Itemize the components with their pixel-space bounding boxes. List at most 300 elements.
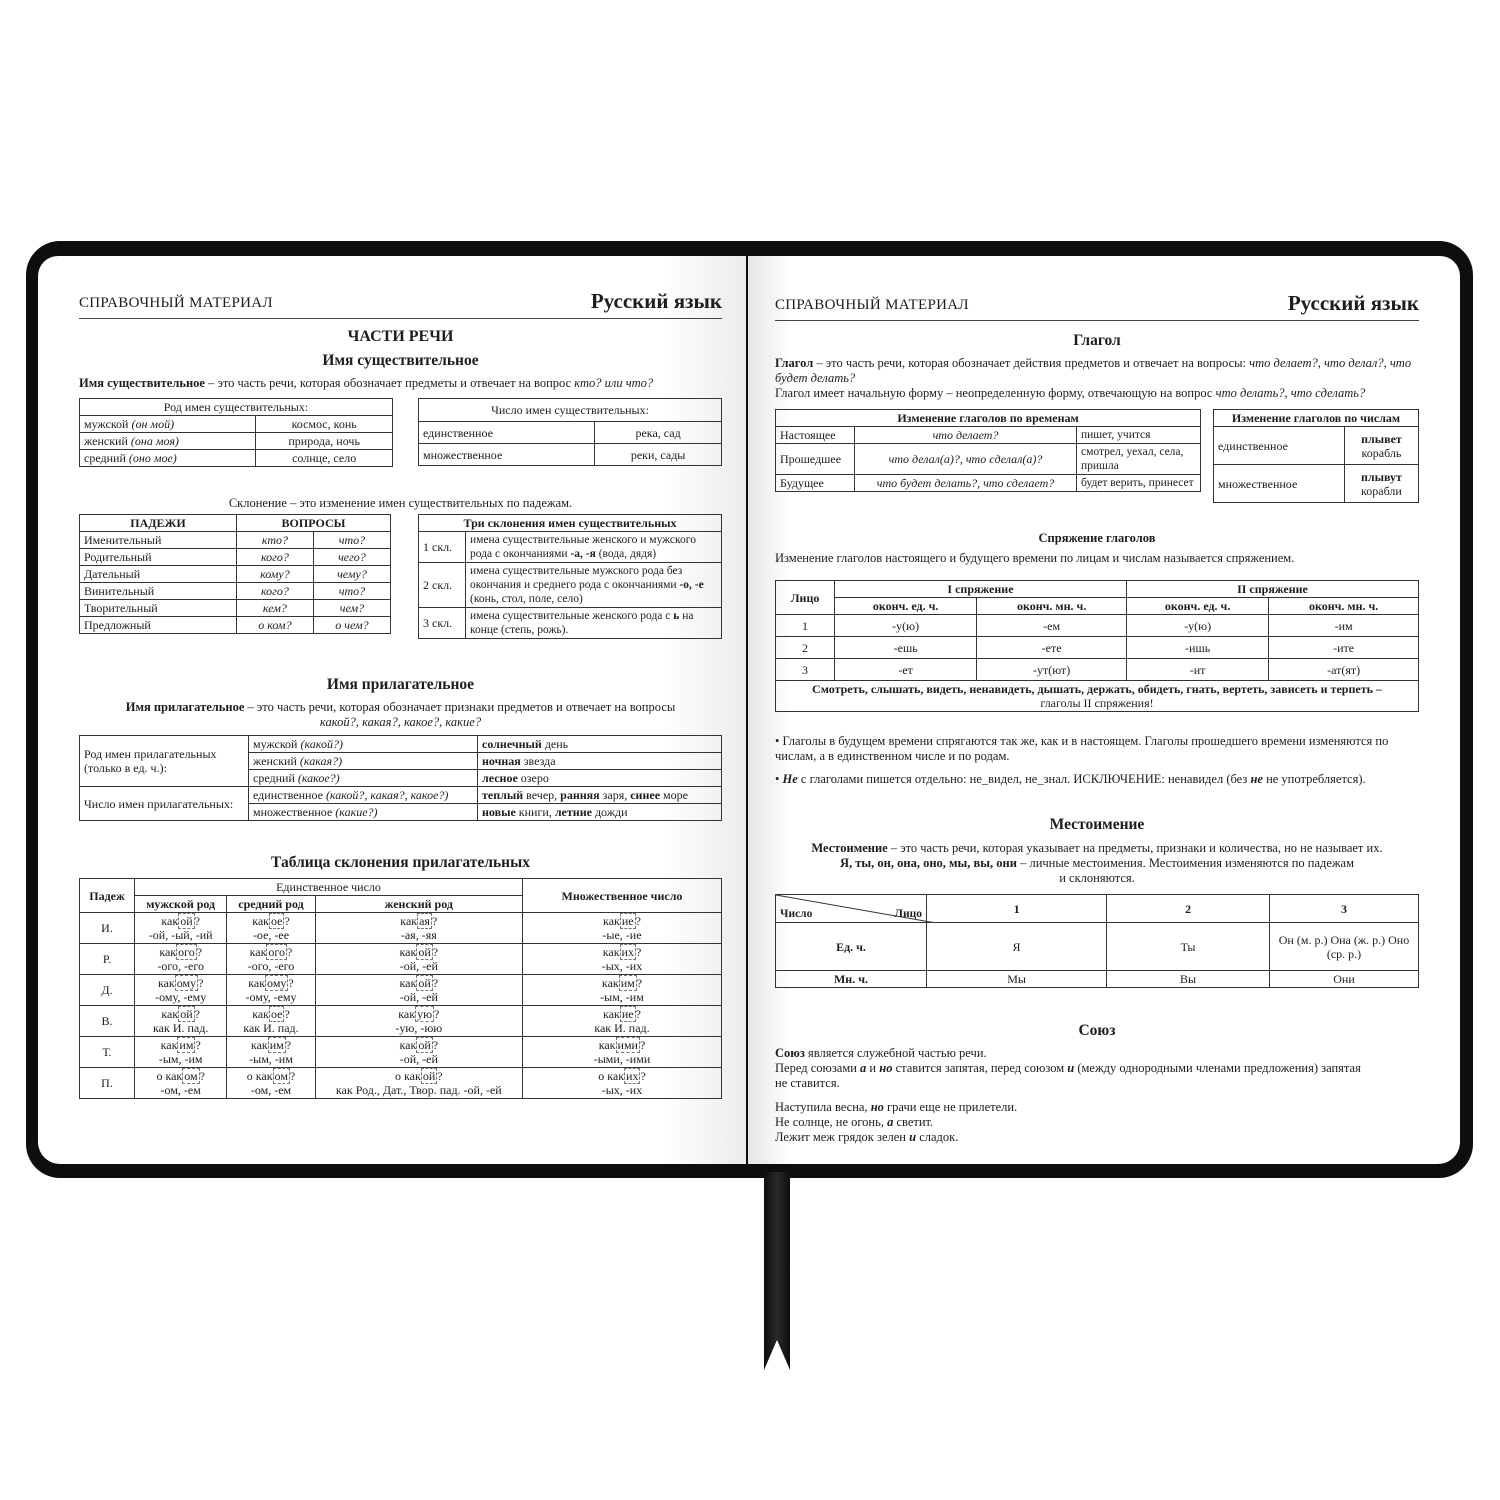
declension-desc (466, 608, 722, 639)
pron-cell: Он (м. р.) Она (ж. р.) Оно (ср. р.) (1270, 923, 1419, 971)
verb-note-1: • Глаголы в будущем времени спрягаются так же, как и в настоящем. Глаголы прошедшего времени изменяются по числам, а в единственном числе и по родам. (775, 734, 1389, 763)
table-row (80, 416, 393, 433)
text: ом (184, 1069, 198, 1083)
adjective-title: Имя прилагательное (326, 676, 475, 693)
table-row (80, 566, 391, 583)
text: имена существительные женского и мужского рода с окончаниями (470, 534, 696, 560)
text: заря, (599, 788, 631, 802)
text: как (603, 914, 620, 928)
tense-name: Прошедшее (776, 444, 855, 475)
text: ? (196, 945, 203, 959)
table-row (776, 659, 1419, 681)
tense-question: что будет делать?, что сделает? (855, 475, 1077, 492)
text: как (602, 945, 620, 959)
text: как (398, 1007, 416, 1021)
header-subject: Русский язык (590, 289, 722, 313)
tense-example: будет верить, принесет (1077, 475, 1201, 492)
adj-number-label: Число имен прилагательных: (80, 787, 249, 821)
adj-form (249, 736, 478, 753)
text: средний (253, 771, 298, 785)
text: (какие?) (335, 805, 378, 819)
declension-cell (523, 975, 722, 1006)
declension-cell (135, 913, 227, 944)
conj-cell: -ет (835, 659, 977, 681)
text: имена существительные мужского рода без окончания и среднего рода с окончаниями (470, 565, 683, 591)
conj-cell: 1 (776, 615, 835, 637)
text: ? (194, 1007, 200, 1021)
text: плывут (1360, 469, 1402, 484)
conj-example-row (776, 681, 1419, 712)
case-question-animate: кого? (236, 583, 313, 600)
text: ую (417, 1007, 433, 1021)
declension-cell (523, 944, 722, 975)
text: ? (639, 1038, 646, 1052)
ending: -ая, -яя (400, 928, 437, 942)
text: ? (198, 976, 204, 990)
text: единственное (253, 788, 326, 802)
ending: как И. пад. (153, 1021, 209, 1035)
verb-definition: Глагол – это часть речи, которая обозначает действия предметов и отвечает на вопросы: что делает?, что делал?, что будет делать? Глагол имеет начальную форму – неопределенную форму, отвечающую на вопрос что делать?, что сделать? (775, 356, 1412, 400)
case-question-animate: кто? (236, 532, 313, 549)
text: солнечный (482, 737, 542, 751)
text: корабли (1361, 483, 1402, 498)
conj-cell: -ешь (835, 637, 977, 659)
case-label: В. (80, 1006, 135, 1037)
table-row (80, 532, 391, 549)
text: -а, -я (570, 548, 596, 560)
adj-form (249, 804, 478, 821)
conj-cell: -им (1269, 615, 1419, 637)
question (320, 914, 518, 928)
ending: -ой, -ей (399, 959, 438, 973)
table-row (776, 971, 1419, 988)
table-row (80, 975, 722, 1006)
adj-form (249, 770, 478, 787)
ending: -ых, -их (601, 959, 643, 973)
ending: -ой, -ей (399, 990, 438, 1004)
ending: -ым, -им (600, 990, 644, 1004)
three-declensions-table: Три склонения имен существительных 1 скл. имена существительные женского и мужского рода с окончаниями -а, -я (вода, дядя) 2 скл. имена существительные мужского рода без окончания и среднего рода с окончаниями -о, -е (конь, стол, поле, село) 3 скл. имена существительные женского рода с ь на конце (степь, рожь). (418, 514, 722, 639)
gender-cell (80, 416, 256, 433)
text: как (598, 1038, 616, 1052)
case-label: Р. (80, 944, 135, 975)
conj-cell: -ут(ют) (977, 659, 1127, 681)
text: на конце (степь, рожь). (470, 610, 694, 636)
table-row (776, 475, 1201, 492)
case-question-animate: кем? (236, 600, 313, 617)
text: (он мой) (131, 417, 175, 431)
pronoun-table: Число Лицо 1 2 3 Ед. ч. Я Ты Он (м. р.) Она (ж. р.) Оно (ср. р.) Мн. ч. Мы Вы Они (775, 894, 1419, 988)
text: теплый (482, 788, 524, 802)
text: (вода, дядя) (595, 548, 657, 560)
verb-title: Глагол (1073, 332, 1121, 349)
conj-cell: 2 (776, 637, 835, 659)
table-row (776, 444, 1201, 475)
table-row (776, 637, 1419, 659)
adj-example (478, 736, 722, 753)
pron-cell: Я (927, 923, 1107, 971)
question (527, 1007, 717, 1021)
table-row (776, 615, 1419, 637)
text: их (626, 1069, 639, 1083)
text: ое (271, 914, 283, 928)
ending: -ым, -им (158, 1052, 203, 1066)
gender-cell (80, 450, 256, 467)
text: ? (284, 1007, 290, 1021)
text: (она моя) (130, 434, 179, 448)
ending: -ое, -ее (252, 928, 290, 942)
text: как (603, 1007, 620, 1021)
text: ? (432, 1038, 439, 1052)
text: ому (176, 976, 197, 990)
conjunction-text: Союз является служебной частью речи. Перед союзами а и но ставится запятая, перед союзом и (между однородными членами предложения) запятая не ставится. (775, 1046, 1361, 1090)
text: о как (395, 1069, 421, 1083)
ending: как И. пад. (243, 1021, 299, 1035)
question (139, 914, 222, 928)
case-question-inanimate: что? (313, 583, 390, 600)
conj-cell: -у(ю) (835, 615, 977, 637)
text: вечер, (523, 788, 561, 802)
question (320, 1069, 518, 1083)
case-name: Винительный (80, 583, 237, 600)
number-cell: множественное (419, 444, 595, 466)
text: ой (180, 1007, 193, 1021)
table-row (80, 913, 722, 944)
case-name: Предложный (80, 617, 237, 634)
adjective-table (79, 735, 722, 821)
pronoun-diag-cell: Число Лицо (776, 895, 927, 923)
text: ом (274, 1069, 288, 1083)
question (320, 976, 518, 990)
declension-cell (315, 913, 522, 944)
table-row (419, 422, 722, 444)
text: как (601, 976, 619, 990)
case-question-inanimate: чему? (313, 566, 390, 583)
page-header (775, 286, 1419, 321)
table-row (80, 736, 722, 753)
question (139, 1038, 222, 1052)
table-row (80, 944, 722, 975)
text: о как (246, 1069, 273, 1083)
ending: -ому, -ему (155, 990, 207, 1004)
tense-question: что делал(а)?, что сделал(а)? (855, 444, 1077, 475)
text: множественное (253, 805, 336, 819)
text: (какой?) (300, 737, 343, 751)
pronoun-definition: Местоимение – это часть речи, которая указывает на предметы, признаки и количества, но не называет их. Я, ты, он, она, оно, мы, вы, они – личные местоимения. Местоимения изменяются по падежам и склоняются. (811, 841, 1383, 885)
tense-question: что делает? (855, 427, 1077, 444)
table-row (80, 450, 393, 467)
declension-cell (523, 913, 722, 944)
text: о как (598, 1069, 625, 1083)
declension-cell (523, 1006, 722, 1037)
conjunction-examples: Наступила весна, но грачи еще не прилетели. Не солнце, не огонь, а светит. Лежит меж грядок зелен и сладок. (775, 1100, 1018, 1144)
text: (конь, стол, поле, село) (470, 593, 583, 605)
text: озеро (517, 771, 549, 785)
text: ой (180, 914, 193, 928)
text: (какое?) (297, 771, 340, 785)
question (139, 976, 222, 990)
text: море (660, 788, 688, 802)
number-name: единственное (1214, 427, 1345, 465)
ending: -ой, -ей (399, 1052, 438, 1066)
text: ими (617, 1038, 638, 1052)
ending: -ой, -ый, -ий (148, 928, 213, 942)
header-section: СПРАВОЧНЫЙ МАТЕРИАЛ (775, 297, 969, 313)
question (231, 1069, 310, 1083)
adjective-definition: Имя прилагательное – это часть речи, которая обозначает признаки предметов и отвечает на вопросы какой?, какая?, какое?, какие? (125, 700, 676, 729)
text: как (252, 1007, 269, 1021)
tense-example: смотрел, уехал, села, пришла (1077, 444, 1201, 475)
case-name: Дательный (80, 566, 237, 583)
declension-number: 3 скл. (419, 608, 466, 639)
ending: -ыми, -ими (593, 1052, 651, 1066)
right-page (748, 256, 1460, 1164)
number-example (1344, 465, 1418, 503)
text: как (159, 945, 177, 959)
case-question-inanimate: что? (313, 532, 390, 549)
ending: как Род., Дат., Твор. пад. -ой, -ей (335, 1083, 502, 1097)
table-row (80, 787, 722, 804)
adj-gender-label: Род имен прилагательных (только в ед. ч.): (80, 736, 249, 787)
question (320, 1038, 518, 1052)
text: ? (636, 976, 643, 990)
text: как (400, 914, 418, 928)
text: ого (178, 945, 195, 959)
text: Смотреть, слышать, видеть, ненавидеть, дышать, держать, обидеть, гнать, вертеть, зависеть и терпеть – (812, 682, 1382, 696)
tense-name: Будущее (776, 475, 855, 492)
question (320, 1007, 518, 1021)
adj-example (478, 753, 722, 770)
text: ? (431, 914, 438, 928)
noun-gender-table: Род имен существительных: мужской (он мой) космос, конь женский (она моя) природа, ночь средний (оно мое) солнце, село (79, 398, 393, 467)
text: ая (419, 914, 430, 928)
left-page (38, 256, 746, 1164)
verb-tense-table: Изменение глаголов по временам Настоящее что делает? пишет, учится Прошедшее что делал(а)?, что сделал(а)? смотрел, уехал, села, пришла Будущее что будет делать?, что сделает? будет верить, принесет (775, 409, 1201, 492)
table-row (80, 617, 391, 634)
text: ? (288, 976, 294, 990)
table-row (1214, 427, 1419, 465)
ending: -ых, -их (601, 1083, 643, 1097)
tense-example: пишет, учится (1077, 427, 1201, 444)
verb-note-2: • Не с глаголами пишется отдельно: не_видел, не_знал. ИСКЛЮЧЕНИЕ: ненавидел (без не не употребляется). (775, 772, 1366, 786)
ending: -ого, -его (157, 959, 204, 973)
question (139, 1069, 222, 1083)
page-header (79, 284, 722, 319)
declension-definition: Склонение – это изменение имен существительных по падежам. (228, 496, 573, 510)
text: как (399, 945, 417, 959)
text: ? (434, 1007, 440, 1021)
declension-cell (135, 1006, 227, 1037)
text: ? (284, 914, 290, 928)
text: день (541, 737, 569, 751)
adj-example (478, 804, 722, 821)
header-subject: Русский язык (1287, 291, 1419, 315)
table-row (80, 583, 391, 600)
question (527, 1038, 717, 1052)
question (231, 1007, 310, 1021)
text: ? (199, 1069, 205, 1083)
question (231, 914, 310, 928)
text: женский (84, 434, 131, 448)
text: ? (195, 1038, 201, 1052)
adj-example (478, 787, 722, 804)
conj-cell: -ит (1126, 659, 1268, 681)
declension-cell (227, 944, 315, 975)
declension-desc (466, 532, 722, 563)
text: как (252, 914, 269, 928)
ending: -ого, -его (247, 959, 295, 973)
ending: -ые, -ие (602, 928, 642, 942)
text: ? (194, 914, 200, 928)
declension-cell (315, 1068, 522, 1099)
ending: -ую, -юю (395, 1021, 443, 1035)
text: (какая?) (299, 754, 343, 768)
number-example (1344, 427, 1418, 465)
conjugation-title: Спряжение глаголов (1038, 531, 1156, 545)
pron-cell: Вы (1107, 971, 1270, 988)
text: ? (289, 1069, 296, 1083)
text: глаголы II спряжения! (1040, 696, 1154, 710)
table-row (80, 433, 393, 450)
table-row (419, 532, 722, 563)
table-row (776, 923, 1419, 971)
gender-example: солнце, село (256, 450, 393, 467)
case-question-animate: кому? (236, 566, 313, 583)
text: имена существительные женского рода с (470, 610, 674, 622)
text: синее (630, 788, 661, 802)
conj-cell: -ишь (1126, 637, 1268, 659)
conj-example (776, 681, 1419, 712)
text: ой (418, 976, 431, 990)
question (231, 976, 310, 990)
question (139, 945, 222, 959)
text: (оно мое) (128, 451, 177, 465)
ribbon-tip (764, 1340, 790, 1370)
conj-cell: -ем (977, 615, 1127, 637)
case-question-animate: кого? (236, 549, 313, 566)
text: ранняя (560, 788, 600, 802)
table-row (80, 549, 391, 566)
question (527, 914, 717, 928)
conj-cell: -у(ю) (1126, 615, 1268, 637)
table-row (80, 600, 391, 617)
text: ? (287, 945, 293, 959)
text: дожди (591, 805, 628, 819)
case-label: И. (80, 913, 135, 944)
conjunction-title: Союз (1078, 1022, 1116, 1039)
conjugation-table: Лицо I спряжение II спряжение оконч. ед. ч. оконч. мн. ч. оконч. ед. ч. оконч. мн. ч. 1 -у(ю) -ем -у(ю) -им 2 -ешь -ете -ишь -ите 3 -ет -ут(ют) -ит -ат(ят) Смотреть, слышать, видеть, ненавидеть, дышать, держать, обидеть, гнать, вертеть, зависеть и терпеть – глаголы II спряжения! (775, 580, 1419, 712)
text: ? (432, 945, 439, 959)
question (527, 945, 717, 959)
declension-cell (135, 944, 227, 975)
case-label: Д. (80, 975, 135, 1006)
conj-cell: -ат(ят) (1269, 659, 1419, 681)
conj-cell: 3 (776, 659, 835, 681)
declension-cell (227, 1037, 315, 1068)
adj-form (249, 787, 478, 804)
declension-cell (227, 1068, 315, 1099)
text: как (399, 976, 417, 990)
declension-cell (523, 1037, 722, 1068)
table-row (776, 427, 1201, 444)
adjective-declension-table: Падеж Единственное число Множественное число мужской род средний род женский род И. как ой ? -ой, -ый, -ий как ое ? -ое, -ее как ая ? -ая, -яя как ие ? -ые, -ие Р. как ого ? -ого, -его как ого ? -ого, -его как ой ? -ой, -ей как их ? -ых, -их Д. как ому ? -ому, -ему как ому ? -ому, -ему как ой ? -ой, -ей как им ? -ым, -им В. как ой ? как И. пад. как ое ? как И. пад. как ую ? -ую, -юю как ие ? как И. пад. Т. как им ? -ым, -им как им ? -ым, -им как ой ? -ой, -ей как ими ? -ыми, -ими П. о как ом ? -ом, -ем о как ом ? -ом, -ем о как ой ? как Род., Дат., Твор. пад. -ой, -ей о как их ? -ых, -их (79, 878, 722, 1099)
text: ому (267, 976, 287, 990)
declension-cell (315, 1006, 522, 1037)
pron-cell: Ты (1107, 923, 1270, 971)
declension-cell (315, 1037, 522, 1068)
text: средний (84, 451, 129, 465)
table-row (419, 563, 722, 608)
adj-example (478, 770, 722, 787)
question (231, 945, 310, 959)
declension-cell (227, 913, 315, 944)
pron-number: Мн. ч. (776, 971, 927, 988)
adjective-declension-title: Таблица склонения прилагательных (271, 854, 530, 871)
text: им (179, 1038, 194, 1052)
text: мужской (253, 737, 301, 751)
table-row (80, 1006, 722, 1037)
pron-number: Ед. ч. (776, 923, 927, 971)
table-row (1214, 465, 1419, 503)
question (231, 1038, 310, 1052)
declension-number: 1 скл. (419, 532, 466, 563)
text: ого (268, 945, 286, 959)
case-question-inanimate: чего? (313, 549, 390, 566)
declension-cell (315, 944, 522, 975)
text: ? (635, 945, 642, 959)
text: ? (432, 976, 439, 990)
text: как (161, 914, 179, 928)
text: ? (635, 914, 641, 928)
text: как (399, 1038, 417, 1052)
text: книги, (515, 805, 555, 819)
declension-cell (135, 1037, 227, 1068)
table-row (419, 444, 722, 466)
text: ие (621, 914, 634, 928)
text: их (621, 945, 634, 959)
text: ой (422, 1069, 436, 1083)
case-name: Родительный (80, 549, 237, 566)
text: корабль (1361, 445, 1402, 460)
ending: -ым, -им (249, 1052, 293, 1066)
case-label: Т. (80, 1037, 135, 1068)
declension-cell (315, 975, 522, 1006)
question (527, 976, 717, 990)
table-row (80, 1068, 722, 1099)
text: звезда (520, 754, 556, 768)
case-question-inanimate: чем? (313, 600, 390, 617)
table-row (80, 1037, 722, 1068)
text: ой (418, 1038, 431, 1052)
text: ? (285, 1038, 292, 1052)
case-question-animate: о ком? (236, 617, 313, 634)
question (320, 945, 518, 959)
number-cell: единственное (419, 422, 595, 444)
text: ие (621, 1007, 634, 1021)
declension-cell (523, 1068, 722, 1099)
parts-of-speech-title: ЧАСТИ РЕЧИ (347, 328, 454, 345)
text: как (250, 1038, 268, 1052)
pron-cell: Мы (927, 971, 1107, 988)
gender-example: космос, конь (256, 416, 393, 433)
tense-name: Настоящее (776, 427, 855, 444)
text: (какой?, какая?, какое?) (325, 788, 449, 802)
text: им (269, 1038, 284, 1052)
ending: как И. пад. (594, 1021, 650, 1035)
declension-cell (227, 975, 315, 1006)
ending: -ом, -ем (160, 1083, 201, 1097)
header-section: СПРАВОЧНЫЙ МАТЕРИАЛ (79, 295, 273, 311)
